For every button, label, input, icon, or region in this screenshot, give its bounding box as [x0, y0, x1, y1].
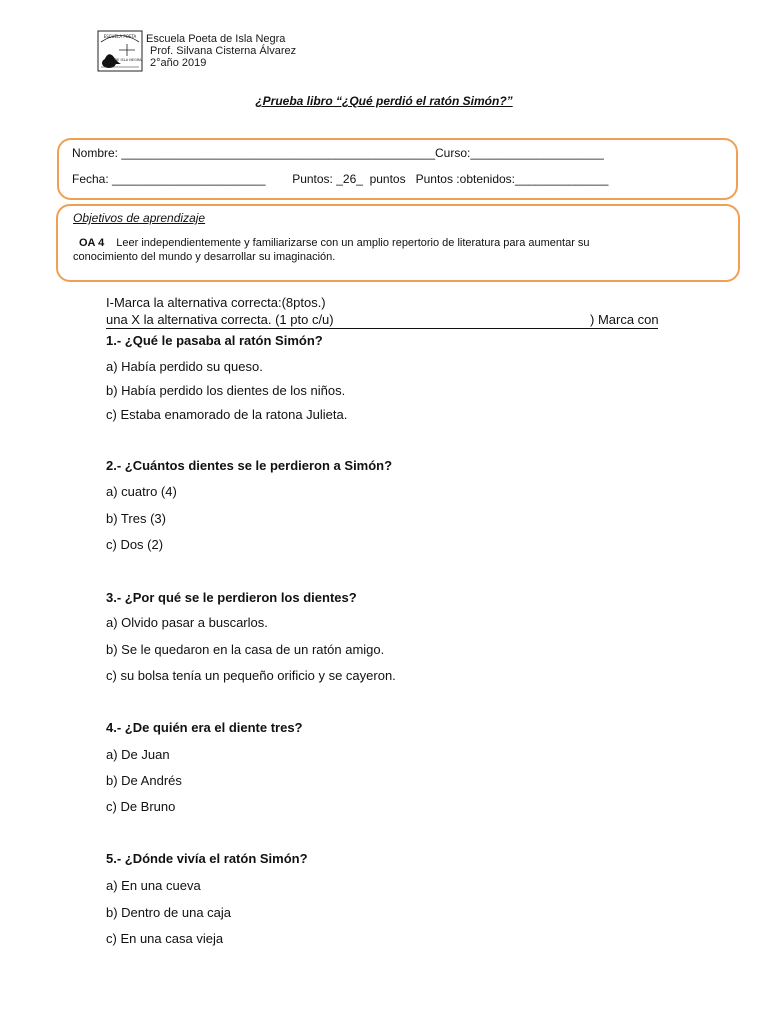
q5-option-b[interactable]: b) Dentro de una caja	[106, 905, 232, 920]
instruction-line-2-right: ) Marca con	[590, 312, 659, 327]
q5-option-c[interactable]: c) En una casa vieja	[106, 931, 224, 946]
school-logo	[97, 30, 143, 72]
q4-option-a[interactable]: a) De Juan	[106, 747, 170, 762]
question-3: 3.- ¿Por qué se le perdieron los dientes?	[106, 590, 357, 605]
q4-option-b[interactable]: b) De Andrés	[106, 773, 182, 788]
q1-option-a[interactable]: a) Había perdido su queso.	[106, 359, 263, 374]
q2-option-a[interactable]: a) cuatro (4)	[106, 484, 177, 499]
q3-option-c[interactable]: c) su bolsa tenía un pequeño orificio y se cayeron.	[106, 668, 396, 683]
question-2: 2.- ¿Cuántos dientes se le perdieron a Simón?	[106, 458, 393, 473]
question-1: 1.- ¿Qué le pasaba al ratón Simón?	[106, 333, 323, 348]
school-info	[146, 33, 296, 69]
instruction-line-2	[106, 312, 659, 327]
svg-text:DE ISLA NEGRA: DE ISLA NEGRA	[114, 58, 142, 62]
question-5: 5.- ¿Dónde vivía el ratón Simón?	[106, 851, 308, 866]
objectives-text	[73, 236, 703, 264]
q1-option-c[interactable]: c) Estaba enamorado de la ratona Julieta.	[106, 407, 348, 422]
page-title: ¿Prueba libro “¿Qué perdió el ratón Simón?”	[255, 94, 513, 108]
q3-option-b[interactable]: b) Se le quedaron en la casa de un ratón amigo.	[106, 642, 385, 657]
instruction-line-2-text: una X la alternativa correcta. (1 pto c/u)	[106, 312, 334, 327]
logo-text: ESCUELA POETA	[103, 34, 137, 39]
school-name: Escuela Poeta de Isla Negra	[146, 33, 286, 45]
instruction-line-1: I-Marca la alternativa correcta:(8ptos.)	[106, 295, 326, 310]
q3-option-a[interactable]: a) Olvido pasar a buscarlos.	[106, 615, 268, 630]
q4-option-c[interactable]: c) De Bruno	[106, 799, 176, 814]
question-4: 4.- ¿De quién era el diente tres?	[106, 720, 303, 735]
teacher-name: Prof. Silvana Cisterna Álvarez	[150, 45, 297, 57]
q1-option-b[interactable]: b) Había perdido los dientes de los niños.	[106, 383, 346, 398]
instruction-underline	[106, 328, 658, 329]
objective-code: OA 4	[79, 237, 105, 249]
q2-option-b[interactable]: b) Tres (3)	[106, 511, 166, 526]
objective-line-1: Leer independientemente y familiarizarse con un amplio repertorio de literatura para aumentar su	[116, 237, 590, 249]
grade-year: 2°año 2019	[150, 57, 207, 69]
objectives-heading: Objetivos de aprendizaje	[73, 211, 206, 225]
objective-line-2: conocimiento del mundo y desarrollar su imaginación.	[73, 251, 336, 263]
q2-option-c[interactable]: c) Dos (2)	[106, 537, 164, 552]
date-points-line[interactable]: Fecha: _______________________ Puntos: _26_ puntos Puntos :obtenidos:______________	[72, 172, 609, 186]
name-course-line[interactable]: Nombre: _______________________________________________Curso:____________________	[72, 146, 604, 160]
q5-option-a[interactable]: a) En una cueva	[106, 878, 201, 893]
